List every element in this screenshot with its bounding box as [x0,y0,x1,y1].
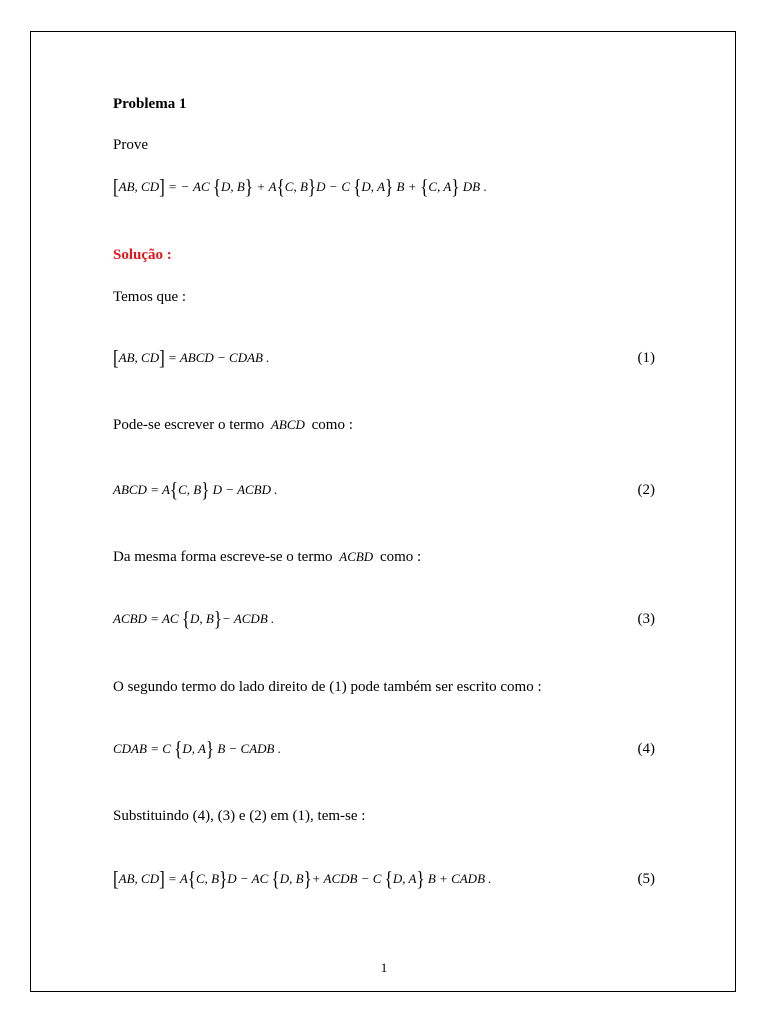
open-brace: { [271,866,280,891]
plus-sign: + [408,179,416,194]
paragraph-2-before: Pode-se escrever o termo [113,417,265,433]
page-border [30,31,736,992]
equation-3 [113,606,275,631]
paragraph-3 [113,548,421,566]
eq4-lhs: CDAB = C [113,741,171,756]
open-brace: { [420,174,429,199]
plus-sign: + [257,179,265,194]
open-brace: { [384,866,393,891]
open-brace: { [187,866,196,891]
close-bracket: ] [159,174,165,199]
eq5-brace-2: D, B [279,871,304,886]
eq5-part-4: B + CADB . [427,871,492,886]
equation-5 [113,866,492,891]
close-brace: } [213,606,223,631]
paragraph-3-after: como : [379,549,422,565]
eq5-brace-3: D, A [392,871,417,886]
open-bracket: [ [113,174,119,199]
term-1-factor: AC [193,179,210,194]
eq3-brace: D, B [190,611,214,626]
term-2-brace: C, B [284,179,308,194]
eq2-brace: C, B [178,482,202,497]
open-brace: { [169,477,179,502]
close-brace: } [303,866,312,891]
open-brace: { [212,174,222,199]
eq5-lhs: AB, CD [118,871,160,886]
paragraph-3-before: Da mesma forma escreve-se o termo [113,549,333,565]
paragraph-3-term: ACBD [339,549,374,564]
close-bracket: ] [159,866,165,891]
equation-2 [113,477,278,502]
solution-intro: Temos que : [113,289,187,305]
term-2-factor: A [268,179,277,194]
eq5-part-2: D − AC [227,871,269,886]
paragraph-2-term: ABCD [270,417,305,432]
close-brace: } [219,866,228,891]
term-3-factor: C [341,179,350,194]
close-brace: } [307,174,317,199]
minus-sign: − [329,179,338,194]
equation-1-number: (1) [637,350,655,366]
close-bracket: ] [159,345,165,370]
close-brace: } [385,174,394,199]
close-brace: } [416,866,425,891]
equation-4 [113,736,281,761]
minus-sign: − [181,179,189,194]
eq5-part-1: = A [168,871,188,886]
open-bracket: [ [113,345,119,370]
open-bracket: [ [113,866,119,891]
close-brace: } [201,477,210,502]
equals-sign: = [169,179,177,194]
problem-title: Problema 1 [113,96,187,112]
eq2-lhs: ABCD = A [113,482,170,497]
equation-4-number: (4) [637,741,655,757]
equation-2-number: (2) [637,482,655,498]
page-number: 1 [380,960,388,975]
paragraph-2-after: como : [311,417,353,433]
problem-prompt: Prove [113,137,148,153]
equation-5-number: (5) [637,871,655,887]
open-brace: { [353,174,362,199]
eq5-brace-1: C, B [195,871,220,886]
term-3-tail: B [396,179,405,194]
open-brace: { [174,736,183,761]
close-brace: } [205,736,215,761]
close-brace: } [244,174,254,199]
paragraph-2 [113,416,353,434]
paragraph-5: Substituindo (4), (3) e (2) em (1), tem-se : [113,808,366,824]
open-brace: { [276,174,285,199]
term-3-brace: D, A [361,179,386,194]
term-2-tail: D [316,179,326,194]
eq5-part-3: + ACDB − C [311,871,382,886]
term-4-tail: DB [462,179,481,194]
equation-1 [113,345,270,370]
eq4-brace: D, A [182,741,206,756]
eq3-lhs: ACBD = AC [113,611,179,626]
eq4-rhs: B − CADB . [217,741,281,756]
statement-lhs: AB, CD [118,179,160,194]
equation-period: . [483,179,487,194]
eq3-rhs: − ACDB . [222,611,275,626]
close-brace: } [451,174,460,199]
eq1-rhs: = ABCD − CDAB . [168,350,270,365]
eq1-lhs: AB, CD [118,350,160,365]
statement-equation [113,174,487,199]
eq2-rhs: D − ACBD . [212,482,278,497]
open-brace: { [181,606,191,631]
solution-title: Solução : [113,247,172,263]
paragraph-4: O segundo termo do lado direito de (1) pode também ser escrito como : [113,679,542,695]
equation-3-number: (3) [637,611,655,627]
term-4-brace: C, A [428,179,452,194]
term-1-brace: D, B [221,179,245,194]
